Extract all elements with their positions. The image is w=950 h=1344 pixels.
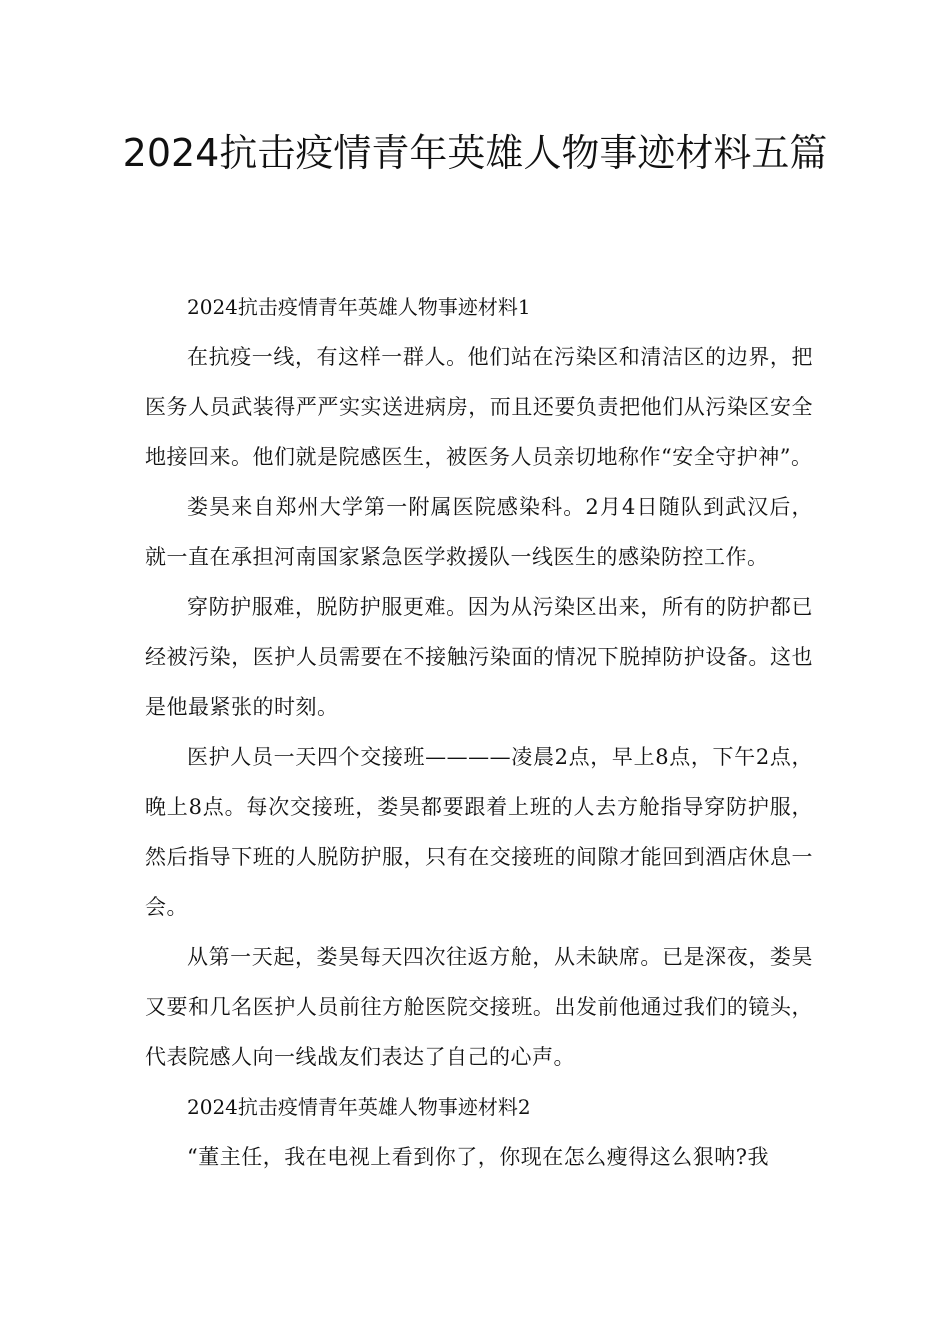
section-heading-2: 2024抗击疫情青年英雄人物事迹材料2 [187,1095,531,1119]
paragraph: 医护人员一天四个交接班————凌晨2点，早上8点，下午2点，晚上8点。每次交接班，娄昊都要跟着上班的人去方舱指导穿防护服，然后指导下班的人脱防护服，只有在交接班的间隙才能回到酒店休息一会。 [145,745,813,919]
document-title: 2024抗击疫情青年英雄人物事迹材料五篇 [122,131,828,175]
paragraph: “董主任，我在电视上看到你了，你现在怎么瘦得这么狠呐?我 [187,1145,769,1169]
document-body [145,282,813,1182]
paragraph: 穿防护服难，脱防护服更难。因为从污染区出来，所有的防护都已经被污染，医护人员需要在不接触污染面的情况下脱掉防护设备。这也是他最紧张的时刻。 [145,595,813,719]
paragraph: 从第一天起，娄昊每天四次往返方舱，从未缺席。已是深夜，娄昊又要和几名医护人员前往方舱医院交接班。出发前他通过我们的镜头，代表院感人向一线战友们表达了自己的心声。 [145,945,813,1069]
paragraph: 在抗疫一线，有这样一群人。他们站在污染区和清洁区的边界，把医务人员武装得严严实实送进病房，而且还要负责把他们从污染区安全地接回来。他们就是院感医生，被医务人员亲切地称作“安全守护神”。 [145,345,813,469]
section-heading-1: 2024抗击疫情青年英雄人物事迹材料1 [187,295,531,319]
paragraph: 娄昊来自郑州大学第一附属医院感染科。2月4日随队到武汉后，就一直在承担河南国家紧急医学救援队一线医生的感染防控工作。 [145,495,813,569]
